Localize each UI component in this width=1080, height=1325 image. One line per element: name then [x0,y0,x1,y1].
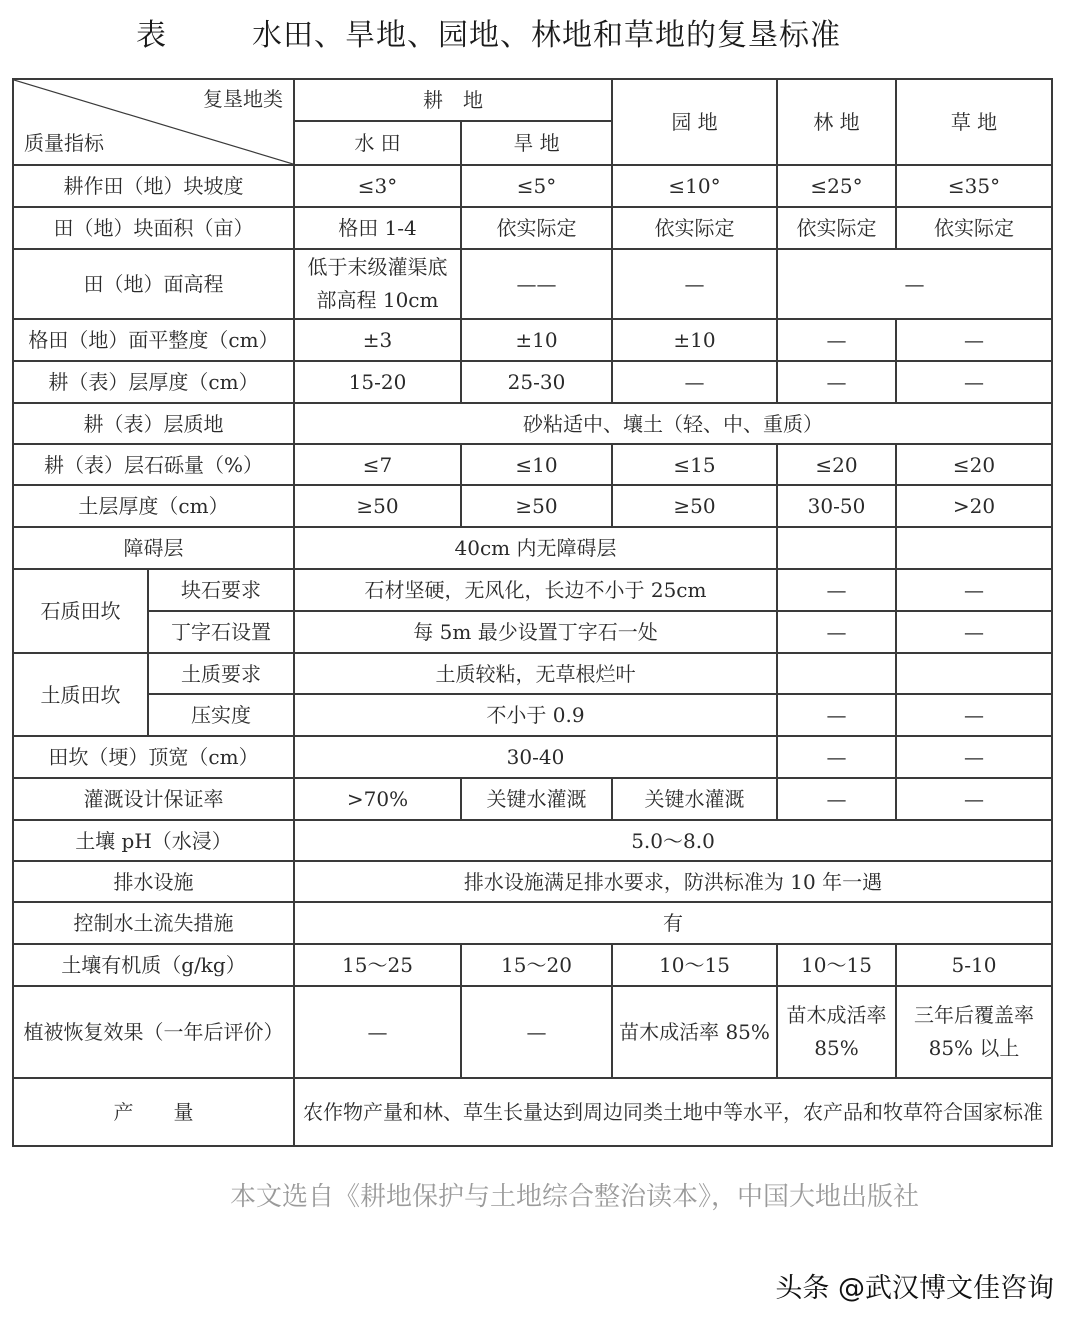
reclamation-standards-table [12,78,1053,1147]
cell-handi: —— [461,249,612,319]
cell-caodi: ≤20 [896,444,1052,485]
cell-shuitian-handi-yuandi: 不小于 0.9 [294,694,777,736]
row-soil-bank-1 [13,653,1052,694]
cell-lindi: 苗木成活率 85% [777,986,896,1078]
row-area [13,207,1052,249]
row-yield [13,1078,1052,1146]
row-stone-bank-1 [13,569,1052,611]
cell-shuitian: ±3 [294,319,461,361]
cell-caodi: — [896,569,1052,611]
row-label: 格田（地）面平整度（cm） [13,319,294,361]
cell-lindi: 30-50 [777,485,896,527]
cell-handi: 关键水灌溉 [461,778,612,820]
row-label: 产 量 [13,1078,294,1146]
cell-yuandi: 10～15 [612,944,777,986]
cell-lindi: ≤20 [777,444,896,485]
cell-caodi: >20 [896,485,1052,527]
watermark: 头条 @武汉博文佳咨询 [775,1273,1054,1304]
sub-label: 丁字石设置 [148,611,294,653]
cell-shuitian: ≤7 [294,444,461,485]
cell-caodi: — [896,694,1052,736]
cell-caodi: 5-10 [896,944,1052,986]
title-prefix: 表 [136,18,166,53]
row-irrigation [13,778,1052,820]
row-barrier [13,527,1052,569]
row-label: 土壤有机质（g/kg） [13,944,294,986]
row-erosion [13,902,1052,944]
row-soil-thickness [13,485,1052,527]
land-type-label: 复垦地类 [203,87,283,111]
cell-caodi: — [896,611,1052,653]
row-label: 排水设施 [13,861,294,902]
cell-caodi: — [896,319,1052,361]
cell-handi: ≤10 [461,444,612,485]
cell-lindi: — [777,736,896,778]
diagonal-header-cell [13,79,294,165]
sub-label: 土质要求 [148,653,294,694]
row-flatness [13,319,1052,361]
header-yuandi: 园 地 [612,79,777,165]
cell-handi: — [461,986,612,1078]
cell-lindi: — [777,694,896,736]
cell-caodi: ≤35° [896,165,1052,207]
row-ph [13,820,1052,861]
row-label: 田（地）块面积（亩） [13,207,294,249]
row-label: 耕（表）层质地 [13,403,294,444]
group-label-stone-bank: 石质田坎 [13,569,148,653]
cell-yuandi: ≤15 [612,444,777,485]
row-texture [13,403,1052,444]
cell-shuitian-handi-yuandi: 石材坚硬，无风化，长边不小于 25cm [294,569,777,611]
cell-shuitian: 格田 1-4 [294,207,461,249]
cell-yuandi: ≥50 [612,485,777,527]
cell-all: 5.0～8.0 [294,820,1052,861]
row-label: 障碍层 [13,527,294,569]
row-label: 耕（表）层厚度（cm） [13,361,294,403]
row-label: 控制水土流失措施 [13,902,294,944]
cell-lindi [777,653,896,694]
row-slope [13,165,1052,207]
cell-shuitian: ≤3° [294,165,461,207]
cell-lindi: 10～15 [777,944,896,986]
row-label: 耕作田（地）块坡度 [13,165,294,207]
sub-label: 块石要求 [148,569,294,611]
cell-shuitian: — [294,986,461,1078]
group-label-soil-bank: 土质田坎 [13,653,148,736]
header-row-1 [13,79,1052,121]
sub-label: 压实度 [148,694,294,736]
cell-shuitian: >70% [294,778,461,820]
row-label: 田坎（埂）顶宽（cm） [13,736,294,778]
cell-caodi: — [896,736,1052,778]
row-bank-width [13,736,1052,778]
cell-shuitian-handi-yuandi: 30-40 [294,736,777,778]
cell-all: 农作物产量和林、草生长量达到周边同类土地中等水平，农产品和牧草符合国家标准 [294,1078,1052,1146]
cell-shuitian: 15～25 [294,944,461,986]
page-title [0,14,1080,58]
cell-yuandi: 关键水灌溉 [612,778,777,820]
cell-lindi: — [777,319,896,361]
cell-yuandi: ±10 [612,319,777,361]
cell-shuitian-handi-yuandi: 土质较粘，无草根烂叶 [294,653,777,694]
cell-caodi [896,527,1052,569]
cell-yuandi: ≤10° [612,165,777,207]
cell-lindi: 依实际定 [777,207,896,249]
row-organic [13,944,1052,986]
cell-lindi: — [777,361,896,403]
cell-caodi: — [896,778,1052,820]
row-soil-bank-2 [13,694,1052,736]
cell-shuitian: ≥50 [294,485,461,527]
quality-index-label: 质量指标 [24,131,104,155]
row-label: 田（地）面高程 [13,249,294,319]
row-label: 植被恢复效果（一年后评价） [13,986,294,1078]
cell-yuandi: 依实际定 [612,207,777,249]
cell-shuitian: 低于末级灌渠底部高程 10cm [294,249,461,319]
row-label: 土层厚度（cm） [13,485,294,527]
cell-lindi: — [777,611,896,653]
source-note: 本文选自《耕地保护与土地综合整治读本》，中国大地出版社 [230,1182,920,1212]
cell-yuandi: — [612,361,777,403]
row-label: 耕（表）层石砾量（%） [13,444,294,485]
cell-lindi: ≤25° [777,165,896,207]
cell-lindi: — [777,778,896,820]
cell-lindi [777,527,896,569]
cell-shuitian-handi-yuandi: 每 5m 最少设置丁字石一处 [294,611,777,653]
cell-caodi [896,653,1052,694]
cell-caodi: — [896,361,1052,403]
cell-handi: 依实际定 [461,207,612,249]
row-vegetation [13,986,1052,1078]
cell-all: 有 [294,902,1052,944]
cell-handi: 25-30 [461,361,612,403]
cell-all: 砂粘适中、壤土（轻、中、重质） [294,403,1052,444]
header-caodi: 草 地 [896,79,1052,165]
cell-shuitian-handi-yuandi: 40cm 内无障碍层 [294,527,777,569]
title-text: 水田、旱地、园地、林地和草地的复垦标准 [252,18,841,53]
row-label: 土壤 pH（水浸） [13,820,294,861]
cell-handi: ≥50 [461,485,612,527]
row-stone-bank-2 [13,611,1052,653]
header-shuitian: 水 田 [294,121,461,165]
cell-handi: 15～20 [461,944,612,986]
cell-all: 排水设施满足排水要求，防洪标准为 10 年一遇 [294,861,1052,902]
row-label: 灌溉设计保证率 [13,778,294,820]
row-drainage [13,861,1052,902]
row-topsoil-thickness [13,361,1052,403]
cell-handi: ≤5° [461,165,612,207]
row-elevation [13,249,1052,319]
cell-handi: ±10 [461,319,612,361]
cell-yuandi: — [612,249,777,319]
header-lindi: 林 地 [777,79,896,165]
cell-lindi: — [777,569,896,611]
header-gengdi: 耕 地 [294,79,612,121]
row-gravel [13,444,1052,485]
cell-lindi-caodi: — [777,249,1052,319]
cell-shuitian: 15-20 [294,361,461,403]
header-handi: 旱 地 [461,121,612,165]
cell-caodi: 三年后覆盖率 85% 以上 [896,986,1052,1078]
cell-yuandi: 苗木成活率 85% [612,986,777,1078]
cell-caodi: 依实际定 [896,207,1052,249]
